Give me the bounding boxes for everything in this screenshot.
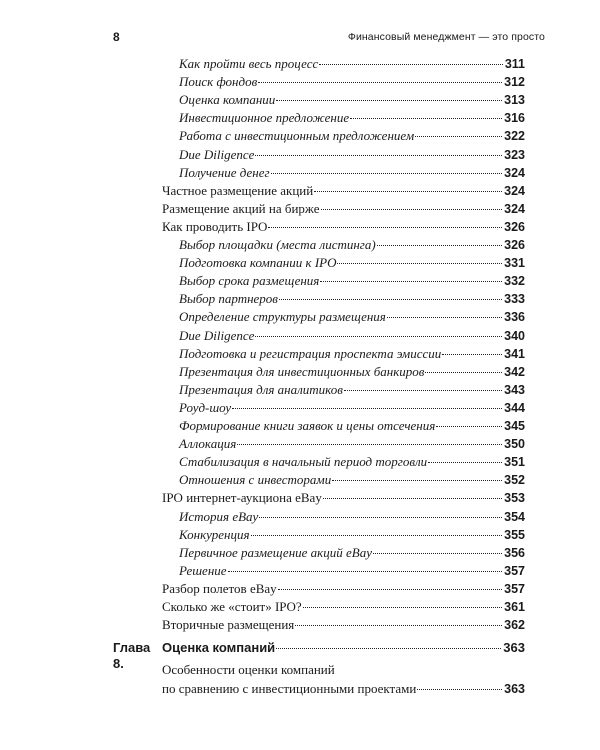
dot-leader xyxy=(237,444,502,445)
toc-entry-page: 352 xyxy=(504,473,525,488)
toc-entry-title: Конкуренция xyxy=(179,526,250,542)
toc-entry-page: 336 xyxy=(504,310,525,325)
toc-entry-title: Работа с инвестиционным предложением xyxy=(179,128,415,144)
toc-entry xyxy=(179,509,525,525)
toc-entry xyxy=(179,563,525,579)
toc-entry-page: 341 xyxy=(504,346,525,361)
dot-leader xyxy=(337,263,502,264)
toc-entry-page: 357 xyxy=(504,581,525,596)
toc-entry-page: 326 xyxy=(504,219,525,234)
toc-entry-title: Презентация для аналитиков xyxy=(179,381,343,397)
toc-entry-page: 344 xyxy=(504,400,525,415)
dot-leader xyxy=(303,607,502,608)
chapter-entry-page: 363 xyxy=(504,682,525,696)
dot-leader xyxy=(436,426,502,427)
toc-entry-title: Стабилизация в начальный период торговли xyxy=(179,454,428,470)
toc-entry-page: 312 xyxy=(504,75,525,90)
toc-entry-page: 356 xyxy=(504,545,525,560)
toc-entry-title: Отношения с инвесторами xyxy=(179,472,332,488)
toc-entry-title: Размещение акций на бирже xyxy=(162,200,320,216)
dot-leader xyxy=(258,82,502,83)
toc-entry-page: 340 xyxy=(504,328,525,343)
toc-entry-page: 350 xyxy=(504,437,525,452)
toc-entry xyxy=(179,273,525,289)
toc-entry-title: Частное размещение акций xyxy=(162,182,314,198)
toc-entry xyxy=(179,56,525,72)
toc-entry-title: Первичное размещение акций eBay xyxy=(179,544,372,560)
toc-entry xyxy=(162,599,525,615)
chapter-label: Глава 8. xyxy=(113,640,151,671)
toc-entry xyxy=(179,74,525,90)
toc-entry-title: История eBay xyxy=(179,508,259,524)
dot-leader xyxy=(295,625,502,626)
dot-leader xyxy=(321,209,503,210)
toc-entry-page: 316 xyxy=(504,111,525,126)
toc-entry-title: Выбор площадки (места листинга) xyxy=(179,237,376,252)
toc-entry xyxy=(179,255,525,271)
toc-entry-page: 351 xyxy=(504,455,525,470)
toc-entry-title: Выбор срока размещения xyxy=(179,273,320,289)
toc-entry-title: Как пройти весь процесс xyxy=(179,56,319,71)
toc-entry-title: Сколько же «стоит» IPO? xyxy=(162,599,302,614)
chapter-entry-line1: Особенности оценки компаний xyxy=(162,662,335,677)
toc-entry-page: 345 xyxy=(504,419,525,433)
toc-entry-title: Подготовка компании к IPO xyxy=(179,255,337,271)
dot-leader xyxy=(387,317,502,318)
page-header xyxy=(113,30,545,46)
dot-leader xyxy=(320,281,502,282)
toc-entry-page: 333 xyxy=(504,292,525,307)
toc-entry-page: 324 xyxy=(504,183,525,198)
toc-entry xyxy=(179,147,525,163)
toc-entry xyxy=(179,527,525,543)
toc-entry xyxy=(162,183,525,199)
toc-entry-title: Due Diligence xyxy=(179,146,255,162)
dot-leader xyxy=(276,100,502,101)
toc-entry-title: Оценка компании xyxy=(179,92,276,108)
dot-leader xyxy=(377,245,502,246)
toc-entry-page: 323 xyxy=(504,147,525,162)
toc-entry xyxy=(179,237,525,253)
toc-entry-page: 354 xyxy=(504,509,525,524)
toc-entry xyxy=(162,219,525,235)
dot-leader xyxy=(332,480,502,481)
toc-entry-page: 355 xyxy=(504,527,525,542)
toc-entry xyxy=(162,581,525,597)
dot-leader xyxy=(428,462,502,463)
dot-leader xyxy=(279,299,502,300)
toc-entry xyxy=(162,490,525,506)
toc-entry-page: 361 xyxy=(504,600,525,614)
toc-entry-page: 331 xyxy=(504,256,525,271)
dot-leader xyxy=(255,336,502,337)
toc-entry xyxy=(179,454,525,470)
dot-leader xyxy=(255,155,502,156)
dot-leader xyxy=(259,517,502,518)
toc-entry-page: 332 xyxy=(504,274,525,289)
toc-entry xyxy=(179,382,525,398)
toc-entry-page: 343 xyxy=(504,382,525,397)
toc-entry-page: 353 xyxy=(504,491,525,506)
dot-leader xyxy=(271,173,503,174)
toc-entry-title: Вторичные размещения xyxy=(162,617,295,633)
toc-entry xyxy=(162,617,525,633)
dot-leader xyxy=(415,136,502,137)
toc-entry-title: Инвестиционное предложение xyxy=(179,110,350,126)
toc-entry xyxy=(179,165,525,181)
page-number: 8 xyxy=(113,30,120,44)
chapter-entry-line2: по сравнению с инвестиционными проектами xyxy=(162,681,417,696)
dot-leader xyxy=(232,408,502,409)
toc-entry-title: Разбор полетов eBay xyxy=(162,580,277,596)
dot-leader xyxy=(350,118,502,119)
toc-entry xyxy=(179,346,525,362)
dot-leader xyxy=(319,64,503,65)
toc-entry-title: Презентация для инвестиционных банкиров xyxy=(179,363,425,379)
toc-entry xyxy=(179,309,525,325)
toc-entry-title: Поиск фондов xyxy=(179,74,258,90)
dot-leader xyxy=(278,589,502,590)
dot-leader xyxy=(276,648,501,649)
toc-entry-page: 324 xyxy=(504,165,525,180)
toc-entry-page: 362 xyxy=(504,618,525,633)
toc-entry-title: Определение структуры размещения xyxy=(179,309,386,325)
toc-entry xyxy=(179,328,525,344)
toc-entry-page: 324 xyxy=(504,201,525,216)
toc-entry-title: Due Diligence xyxy=(179,327,255,343)
toc-entry xyxy=(179,128,525,144)
toc-entry xyxy=(179,436,525,452)
dot-leader xyxy=(344,390,502,391)
toc-entry xyxy=(179,364,525,380)
toc-entry-title: Как проводить IPO xyxy=(162,218,268,234)
dot-leader xyxy=(417,689,502,690)
toc-entry-page: 322 xyxy=(504,129,525,144)
dot-leader xyxy=(373,553,502,554)
toc-entry-title: Получение денег xyxy=(179,164,270,180)
toc-entry-page: 311 xyxy=(504,57,525,71)
toc-entry xyxy=(179,545,525,561)
toc-entry-title: Подготовка и регистрация проспекта эмиссии xyxy=(179,345,442,361)
toc-entry xyxy=(179,291,525,307)
dot-leader xyxy=(425,372,502,373)
dot-leader xyxy=(442,354,502,355)
toc-entry-title: Роуд-шоу xyxy=(179,399,232,415)
toc-entry-page: 357 xyxy=(504,563,525,578)
dot-leader xyxy=(228,571,503,572)
toc-entry xyxy=(179,110,525,126)
toc-entry-title: IPO интернет-аукциона eBay xyxy=(162,490,322,506)
toc-entry-title: Выбор партнеров xyxy=(179,291,278,307)
toc-entry-page: 326 xyxy=(504,238,525,252)
running-title: Финансовый менеджмент — это просто xyxy=(347,31,545,43)
dot-leader xyxy=(251,535,503,536)
toc-entry xyxy=(162,201,525,217)
toc-entry xyxy=(179,400,525,416)
dot-leader xyxy=(268,227,502,228)
toc-entry-page: 342 xyxy=(504,364,525,379)
dot-leader xyxy=(323,498,502,499)
chapter-title: Оценка компаний xyxy=(162,640,276,655)
toc-entry-title: Аллокация xyxy=(179,436,237,452)
dot-leader xyxy=(314,191,502,192)
toc-entry xyxy=(179,418,525,434)
toc-entry xyxy=(179,472,525,488)
toc-entry-title: Решение xyxy=(179,562,227,578)
toc-entry-page: 313 xyxy=(504,93,525,108)
chapter-page: 363 xyxy=(503,640,525,655)
toc-entry xyxy=(179,92,525,108)
toc-entry-title: Формирование книги заявок и цены отсечения xyxy=(179,418,436,433)
